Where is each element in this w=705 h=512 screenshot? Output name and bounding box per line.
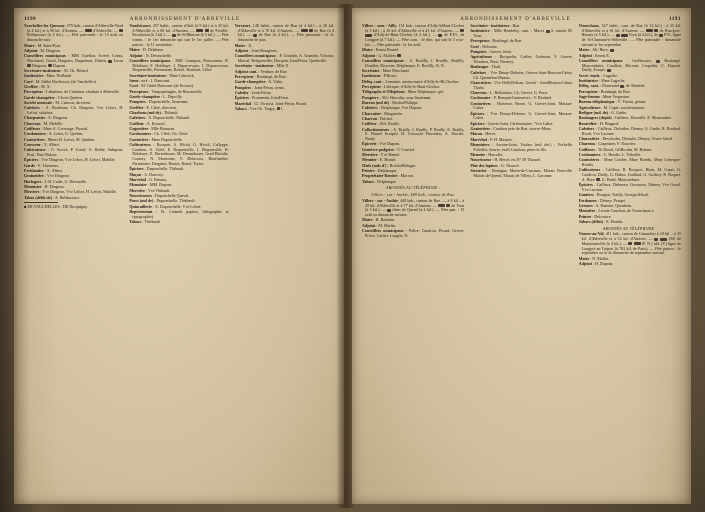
right-columns — [362, 24, 681, 492]
right-page — [352, 8, 691, 504]
directory-entry: Nourrisseur : H. Hervé, est N° 58 Thourel. — [470, 157, 542, 163]
directory-entry: Tabacs : Thiébault — [129, 218, 160, 224]
directory-entry: Maire : M. Saint-Pynt. — [24, 42, 62, 48]
directory-entry: Sœur, curé : J. Dancourt. — [129, 78, 171, 84]
directory-entry: Percepteur : Lebrique, d'Ailly-le-Haut-Clocher. — [362, 83, 441, 89]
directory-entry: Conseillers municipaux : A. Braillly, J. Braillly, Braillly, Douillet, Riewene, Delplanque, E. Braillly, N, N. — [362, 57, 465, 68]
directory-entry: Greuses : A. Dumiez, Queuboin. — [578, 202, 633, 208]
left-page — [14, 8, 344, 504]
postal-symbol-icon — [438, 204, 445, 207]
directory-entry: Ferdonnes : Dèmey, Pouqet. — [578, 197, 626, 203]
telegraph-symbol-icon — [205, 29, 209, 32]
directory-entry: Secrétaire-instituteur : Mme Caborick. — [129, 72, 195, 78]
directory-entry: Meunière : Léonie Cauchon, de Vironchaux a. — [578, 208, 655, 214]
directory-entry: Epiciers : Grevet-Joint, Cérémoniaire : Vve Cabot. — [470, 120, 554, 126]
telegraph-symbol-icon — [616, 34, 620, 37]
directory-entry: Tabacs : Delplanque. — [362, 178, 397, 184]
directory-entry: Épiciers : Fromentin, JointFéron. — [234, 95, 290, 101]
directory-entry: Secrétaire : Mme Marchand. — [362, 67, 410, 73]
directory-entry: Instituteur : P.Riciot. — [362, 73, 398, 79]
postal-symbol-icon — [365, 34, 372, 37]
telegraph-symbol-icon — [309, 29, 313, 32]
directory-entry: Porcs (md de) : Duponchelle, Thiébault. — [129, 198, 196, 204]
right-column-2 — [470, 24, 572, 492]
telegraph-symbol-icon — [460, 29, 464, 32]
directory-entry: Tabac (débit de) : A. Bellancourt. — [24, 194, 80, 200]
directory-entry: Adjoint : G. Malifex . — [362, 52, 403, 58]
telegraph-symbol-icon — [654, 238, 658, 241]
directory-entry: Charrons : L. Bellondois, Ch. Grevet, G. Prast. — [470, 89, 548, 95]
left-running-title: ARRONDISSEMENT D'ABBEVILLE — [129, 16, 241, 22]
right-running-title: ARRONDISSEMENT D'ABBEVILLE — [460, 16, 571, 22]
directory-entry: Représentant : Et. Caimels papiers, lithographie et typographie). — [129, 208, 229, 219]
telegraph-symbol-icon — [654, 29, 658, 32]
directory-entry: Villers - sous - Ailly, 151 hab., canton d'Ailly-leHaut-Clocher (à 3 kil.) ; à 16 kil. d'Abbeville et à 41 kil. d'Amiens. — d'Ailly-le-Haut-Clocher (à 3 kil.). — de P.P.I., de Longpré (à 7 kil.). — Fête com. : le dim. qui suit le 3 octobre. — Fête patronale : le 1er août. — [362, 24, 465, 47]
telegraph-symbol-icon — [596, 178, 600, 181]
postal-symbol-icon — [621, 34, 628, 37]
directory-entry: Peintre : Delplanque. — [362, 168, 398, 174]
section-subhead: ABONNÉS AU TÉLÉPHONE : — [386, 185, 441, 191]
directory-entry: Adjoint : M. Merlin. — [362, 222, 397, 228]
directory-entry: Cultivateurs : Cailleux, R. Bocquet, Blain, M. Capet, G. Caudron, Dailly, G. Dubos, Guillard, G. Guffroy, R. Boquet, A. Hure , G. Hutel, Monconduite. — [578, 167, 681, 182]
directory-entry: Charcutiers : Vve DeflyDelisse, Grevet - JointMouton-Cabot, Thuist. — [470, 79, 573, 90]
directory-entry: Bourrelier : H. Bingard. — [578, 120, 619, 126]
directory-entry: Garde-champêtre : L. Depoilly. — [129, 94, 183, 100]
flag-symbol-icon — [277, 107, 280, 110]
directory-entry: Charrons : Carpentier, F. Nourrier. — [578, 141, 636, 147]
directory-entry: Mercière : Vve Hamel. — [362, 152, 401, 158]
telegraph-symbol-icon — [119, 29, 123, 32]
postal-symbol-icon — [301, 29, 308, 32]
directory-entry: Percepteur : Boulangé, de Rue. — [234, 73, 287, 79]
telegraph-symbol-icon — [387, 209, 391, 212]
left-column-3 — [235, 24, 334, 492]
directory-entry: Adjoint cant. : Verdure, de Rue. — [234, 68, 288, 74]
directory-entry: Pompiers : Grevet, ferist. — [470, 49, 513, 55]
footer-note: ■ DE VAUCHELLES : DE Rocquigny. — [24, 204, 88, 210]
directory-entry: Maçon : A. Doncroy. — [129, 171, 165, 177]
directory-entry: Cultivateurs : G. Scrivé, P. Grisel, G. Bréhé, Subipont, Poul, Paul Walose. — [24, 147, 124, 158]
directory-entry: Institutrice : Mme Thiébault. — [24, 73, 73, 79]
directory-entry: Curé : M. l'abbé Dancourt (de Ercourt). — [129, 83, 195, 89]
directory-entry: Tabacs : Vve Ch. Tingry, 1. — [234, 105, 284, 111]
telegraph-symbol-icon — [628, 242, 632, 245]
directory-entry: Agriculteurs : M. Capet, souslieutenant. — [578, 104, 645, 110]
directory-entry: Boulanger : Thuil. — [470, 64, 502, 70]
directory-entry: Coiffeurs : Th Duval, GilHordin, M. Bobant. — [578, 146, 653, 152]
directory-entry: Cordonnier : P. HompierGasteraivre ; V. Boulard. — [470, 95, 553, 101]
directory-entry: Horlogers : J.-B. Cadet, G. Dermaille. — [24, 178, 87, 184]
section-subhead: ABONNÉS AU TÉLÉPHONE : — [602, 225, 657, 231]
directory-entry: Coiffeur : A. Roussel. — [129, 120, 166, 126]
directory-entry: Adjoint : Joint-Bourgeois. — [234, 47, 278, 53]
directory-entry: Cafetier : Joint-Féron. — [234, 89, 272, 95]
directory-entry: Vauchelles-lez-Quesnoy, 575 hab., canton d'Abbeville-Nord (à 4 kil.) et à 58 kil. d'Amiens. — d'Abbeville. — Bellancourt (à 2 kil.). — Fête patronale : le 15 août ou dimanche suiv. — [24, 24, 124, 43]
left-column-1 — [24, 24, 123, 492]
directory-entry: Boulangers (dépôt) : Cailleux, Dorseille, E. Monesmbre. — [578, 115, 673, 121]
directory-entry: Agriculteurs : Bocquelin, Carlier, Grémont, V. Grevet, Wondrou, Petit, Thourey. — [470, 54, 573, 65]
directory-entry: Charcutier : Marguerite. — [362, 110, 404, 116]
telegraph-symbol-icon — [620, 85, 624, 88]
directory-entry: Conseillers municipaux : MM. Guérlon, Scrivé, Cornu, Marchand, Grisel, Dargnies, Duquénois, Duhen, Lucas Dingeon, Dupont. — [24, 53, 124, 68]
telegraph-symbol-icon — [656, 60, 660, 63]
directory-entry: Cordonniers : C. Hoedts, L. Triboille. — [578, 152, 642, 158]
directory-entry: Garde-champêtre : Clovis Quehen. — [24, 94, 84, 100]
right-folio: 1191 — [668, 16, 681, 22]
telegraph-symbol-icon — [253, 34, 257, 37]
directory-entry: Cafetiers : X. Duponchelle, Thibault. — [129, 115, 191, 121]
telegraph-symbol-icon — [438, 34, 442, 37]
directory-entry: Dèléq. cant. : Diauvrand , de Machiel, — [578, 83, 646, 89]
right-page-header — [362, 16, 681, 22]
directory-entry: Couturières : Mmes H. Lefort, M. Quehen. — [24, 136, 96, 142]
directory-entry: Greffier : M. X. — [24, 83, 51, 89]
directory-entry: Épiciers : Cailleux, Delenore, Grosnoux, Dèmey, Vve Gavel, Vve Lacome. — [578, 182, 681, 192]
directory-entry: Propriétaire-Rentier : Macron. — [362, 173, 415, 179]
left-columns — [24, 24, 334, 492]
directory-entry: Garde : E. Lheureux. — [24, 162, 60, 168]
directory-entry: Cultivateurs : Bocquet, A. Hiciol, G. Hiciol, Callyppe, Caudron, A. Cléré, E. Duquenville, J. Dequenville, H. Delahaye, E. Deramboure, M. Deramboure, Grad-Blondie, Courtay, N. Monsoine, V. Delacroix, Bonfinetber, Parmentier, Dargnies, Boutin, Ronel, Turier. — [129, 141, 229, 166]
directory-entry: Épiciers : Duponchelle, Thibault. — [129, 166, 185, 172]
directory-entry: Maire : X. — [234, 42, 253, 48]
directory-entry: Curé : Delsorne. — [470, 43, 498, 49]
directory-entry: Nourrisseurs : Duponchelle Queval. — [129, 192, 190, 198]
directory-entry: Percepteur : Boulangé, de Rue. — [470, 38, 523, 44]
left-column-2 — [129, 24, 228, 492]
directory-entry: Vismes-au-Val, 411 hab., canton de Gamaches à 10 kil. ; à 35 kil. d'Abbeville et à 52 kil. d'Amiens. — (M) de Martainneville (à 4 kil.). — (P. N.) idd. (V) ligne de Longpré au Tréport (à 702 kil. de Paris). — Fête patron. : le septembre ou le 2e dimanche de septembre suivant. — [578, 231, 681, 256]
directory-entry: Charrons : M. Mobille. — [24, 120, 64, 126]
telegraph-symbol-icon — [610, 49, 614, 52]
telegraph-symbol-icon — [607, 69, 611, 72]
directory-entry: Pompiers : Alfr. Harcolin, sous-lieutenant. — [362, 94, 432, 100]
directory-entry: Villers - sur - Authie, 449 hab., canton de Rue. — à 9 kil. ; à 29 kil. d'Abbeville et à 77 kil. d'Amiens. — de Vron (à 3 kil.). — idem de Quend (à 4 kil.). — Fête patr. : 15 août ou dimanche suivant. — [362, 197, 465, 217]
directory-entry: Serrurier : Bretagne, Marin-de-Cassinns, Marais Noirville, Marais de Quend, Marais de Villers, L. Garonne. — [470, 168, 573, 178]
directory-entry: Charcutière : Deschodes, Déraulie, Dèmey, Veuve Gavel. — [578, 136, 674, 142]
directory-entry: Conseillers municipaux : Poltre, Caudron, Picard, Grevet, Privet, Carlier, Longlet, N. — [362, 227, 465, 238]
directory-entry: Cognetière : Mlle Brantont. — [129, 126, 176, 131]
directory-entry: Gantiers : Bougrat, Trailly, Georges/Hooft. — [578, 192, 650, 198]
directory-entry: Cordonniers : Ch. Cléré, Ch. Cléré. — [129, 131, 189, 137]
directory-entry: Adjoint : Ernest E. — [578, 52, 610, 58]
directory-entry: Maire : Alf. Hure, . — [578, 47, 615, 53]
directory-entry: Garde-champêtre : A. Vitha. — [234, 79, 283, 85]
directory-entry: Maire : H. Boulenn. — [362, 217, 396, 223]
right-column-1 — [362, 24, 464, 492]
telegraph-symbol-icon — [546, 30, 550, 33]
directory-entry: Institutrice : Mme Lagache. — [578, 78, 626, 84]
telegraph-symbol-icon — [659, 34, 663, 37]
directory-entry: Secrétaire - instituteur : Bon. — [470, 24, 521, 28]
directory-entry: Mercière : Vve Thibault. — [129, 187, 171, 193]
directory-entry: Cafetiers : Delplanque, Vve Dupont. — [362, 105, 423, 111]
telegraph-symbol-icon — [27, 64, 31, 67]
directory-entry: Secrétaire - instituteur : Mlle X. — [234, 63, 290, 69]
directory-entry: Quincaillerie : X. Duponchelle, Vve Lefort. — [129, 203, 202, 209]
directory-entry: Meunier : Harcolin. — [470, 152, 504, 158]
telegraph-symbol-icon — [172, 34, 176, 37]
directory-entry: Sage-femme : Mme Vergnorne. — [578, 94, 631, 100]
directory-entry: Pâte des lapines : G. Thourel. — [470, 162, 520, 168]
directory-entry: Charpentier : E. Dingeon. — [24, 115, 68, 121]
directory-entry: Épicerie : Vve Dupont. — [362, 141, 401, 147]
directory-entry: Maréchal : Cl. Victoria, Joint-Féron, Picard. — [234, 100, 308, 106]
directory-entry: Société musicale : M. Canocat, directeur. — [24, 99, 92, 105]
directory-entry: Vaudricourt, 257 habit., canton d'Ault (à 9 kil.) et à 35 kil. d'Abbeville et à 69 kil. d'Amiens. — de Friville-Escarbotin (à 3 kil.). — de St-Blimont (à 5 kil.). — Fête comm. : le 1er dimanche qui suit le 1er juillet. — Fête patron. : le 11 novembre. — [129, 24, 229, 47]
directory-entry: Dèléq. cant. : Lemoine, ancien maire d'Ailly-le-Ht.Clocher. — [362, 78, 460, 84]
section-subhead: Villers - sur - Authie, 449 hab., canton de Rue. — [371, 192, 456, 198]
directory-entry: Bureau (md de) : BrichetPhilippe. — [362, 99, 419, 105]
directory-entry: Cordonniers : A. Leleu, G. Quehen. — [24, 131, 84, 137]
directory-entry: Télégraphe et Téléphone : Mme Delplanque, gér. — [362, 89, 444, 95]
directory-entry: Charbons (md de) : Thibault. — [129, 110, 179, 116]
directory-entry: Tabacs (débit) : E. Hoedts. — [578, 218, 624, 224]
postal-symbol-icon — [85, 29, 92, 32]
telegraph-symbol-icon — [446, 204, 450, 207]
directory-entry: Adjoint : M. Dingeon. — [24, 47, 61, 53]
directory-entry: Merciers : Vve Dingeon, Vve Lefort, H. Lefort, Mabille. — [24, 189, 117, 195]
directory-entry: Couturière : Mme Duponchelle. — [129, 136, 183, 142]
directory-entry: Maire : N. Mallot. — [578, 255, 610, 261]
directory-entry: Pompiers : Joint-Féron, avant. — [234, 84, 285, 90]
directory-entry: Institutrice : Mlle Hendeley, cant. : Macet à, ancien M. Vron. — [470, 28, 573, 39]
directory-entry: Bedigue (md. de) : G. Garbe. — [578, 110, 627, 116]
directory-entry: Œufs (mds d') : BrichotPhilippe. — [362, 162, 417, 168]
directory-entry: Épiciers : Vve Dingeon, Vve Lefort, H. Lefort, Mabille. — [24, 157, 116, 163]
directory-entry: Adjoint : N. Devauchelle. — [129, 52, 172, 58]
left-folio: 1190 — [24, 16, 37, 22]
directory-entry: Secré.-instit. : Lagache. — [578, 72, 619, 78]
directory-entry: Menuisier : MM. Dupont. — [129, 182, 173, 188]
directory-entry: Couturières : Mme Cordier, Mme Hoedts, Mme Lebergne-Hoedts. — [578, 157, 681, 168]
directory-entry: Couvreur : X. Albert. — [24, 141, 60, 147]
directory-entry: Genièvre podgetre : V. Constol. — [362, 146, 415, 152]
directory-entry: Percepteur : Vanpoperinghe, de Bourseville. — [129, 88, 203, 94]
telegraph-symbol-icon — [397, 54, 401, 57]
directory-entry: Coiffeur : Alfr. Brailly. — [362, 121, 401, 127]
postal-symbol-icon — [196, 29, 203, 32]
directory-entry: Adjoint : H. Dupont. — [578, 260, 614, 266]
postal-symbol-icon — [634, 242, 641, 245]
directory-entry: Secrétaire-instituteur : M. Ch. Hérard. — [24, 67, 89, 73]
directory-entry: Conseillers municipaux : MM. Crampon, Poissonnier, H. Delahaye, F. Delahaye, J. Deparcevaux, J. Deparcevaux, Dequenville, Permentier, Bichel, Bonfinet, Cléré. — [129, 57, 229, 73]
directory-entry: Coiffeurs : Mme A. Cornouge, Piroual. — [24, 126, 89, 131]
directory-entry: Bureau téléphonique : V. Thorin, gérant. — [578, 99, 647, 105]
directory-entry: Conseillers municipaux : Grellecourt, Boulangé, Monconduite, Cauillart, Bécourt, Coquelin, C. Dupont, Dailly, Fouqet, . — [578, 57, 681, 73]
directory-entry: Vironchaux, 527 habit., cant. de Rue (à 12 kil.) ; à 25 kil. d'Abbeville et à 61 kil. d'Amiens. — de Rue/gros-Bernay (à 5 kil.). — Vron (à 4 kil.), de P.N., ligne de St-Chamant-à-Abbeville. — Fête patronale : dimanche suivant le 1er septembre. — [578, 24, 681, 47]
directory-entry: Épiciers : Vve Douay-Defosse, G. Grevet-Joint, Masson-Cabot. — [470, 110, 573, 121]
directory-entry: Ferblantier : X. Albert. — [24, 168, 63, 174]
postal-symbol-icon — [660, 238, 667, 241]
right-column-3 — [579, 24, 681, 492]
directory-entry: Couturières : Hortense, Bosse, G. Grevet-Joint, Masson-Cabot. — [470, 100, 573, 111]
directory-entry: Peintre : Delcourre. — [578, 213, 612, 219]
directory-entry: Maréchal : P. H. Masson. — [470, 136, 513, 142]
directory-entry: Cafetiers : Cailleux, Delonbre, Dèmey, G. Garbe, R. Boulard, Hooft, Vve Lacome. — [578, 126, 681, 136]
directory-entry: Grainetiers : Caudron près de Rue, ouvres-Mons. — [470, 126, 552, 131]
directory-entry: Maire : D. Delahaye. — [129, 47, 165, 53]
telegraph-symbol-icon — [48, 64, 52, 67]
directory-entry: Percepteur : Labatteux, de Cambron, résidant à Abbeville. — [24, 89, 120, 95]
directory-entry: Percepteur : Boulangé, de Rue. — [578, 88, 631, 94]
directory-entry: Charron : Brichot. — [362, 115, 394, 121]
directory-entry: Curé : M. l'abbé Duchossoy (de Vauchelles). — [24, 78, 98, 84]
directory-entry: Menuisiers : Avoine-Joint, Vachez (md det.) : Porbelle, Foloilles, bravre, end's Caudron, pères et fils. — [470, 141, 573, 152]
directory-entry: Menuisier : H. Dingeon. — [24, 184, 65, 190]
directory-entry: Cafetiers : Vve Denay-Dehaise, Grevet-Joint-Boisson-Cabot, Ch. Queméton-Dumas. — [470, 69, 573, 80]
directory-entry: Conseillers municipaux : P. Grandin, A. Grandin, Victoria, Marval, Belquenville, Dacquin, JointFéron, Queluville. — [234, 53, 334, 63]
directory-entry: Pompiers : Duponchelle, lieutenant. — [129, 99, 189, 105]
directory-entry: Meunier : E. Brunel. — [362, 157, 397, 163]
telegraph-symbol-icon — [108, 60, 112, 63]
directory-entry: Macon : Hervé. — [470, 131, 497, 137]
column-rule — [24, 202, 58, 203]
directory-entry: Maire : Ernest Brunel. — [362, 47, 400, 53]
directory-entry: Grainetière : Vve Dingeon. — [24, 173, 70, 179]
directory-entry: Vercourt, 148 habit., canton de Rue (à 4 kil.) ; à 26 kil. d'Abbeville et à 70 kil. d'Amiens. — de Rue (à 4 kil.). — de Rue (à 4 kil.). — Fête patronale : le 2e dimanche de juin. — [234, 24, 334, 43]
directory-entry: Collectionneurs : A. Brailly, J. Brailly, P. Brailly, E. Brailly, E. Brunel Scotpril, H. Gossar,br Havonbis, A. Naroke, Nanty. — [362, 126, 465, 142]
left-page-header — [24, 16, 334, 22]
postal-symbol-icon — [646, 29, 653, 32]
directory-entry: Cafetiers : A. Boulenne, Ch. Dingeon, Vve Lefort, H. Lefort, salutiste. — [24, 105, 124, 116]
directory-entry: Maréchal : G. Renaux. — [129, 176, 168, 182]
directory-entry: Greffier : E. Cléré, directeur. — [129, 104, 177, 110]
